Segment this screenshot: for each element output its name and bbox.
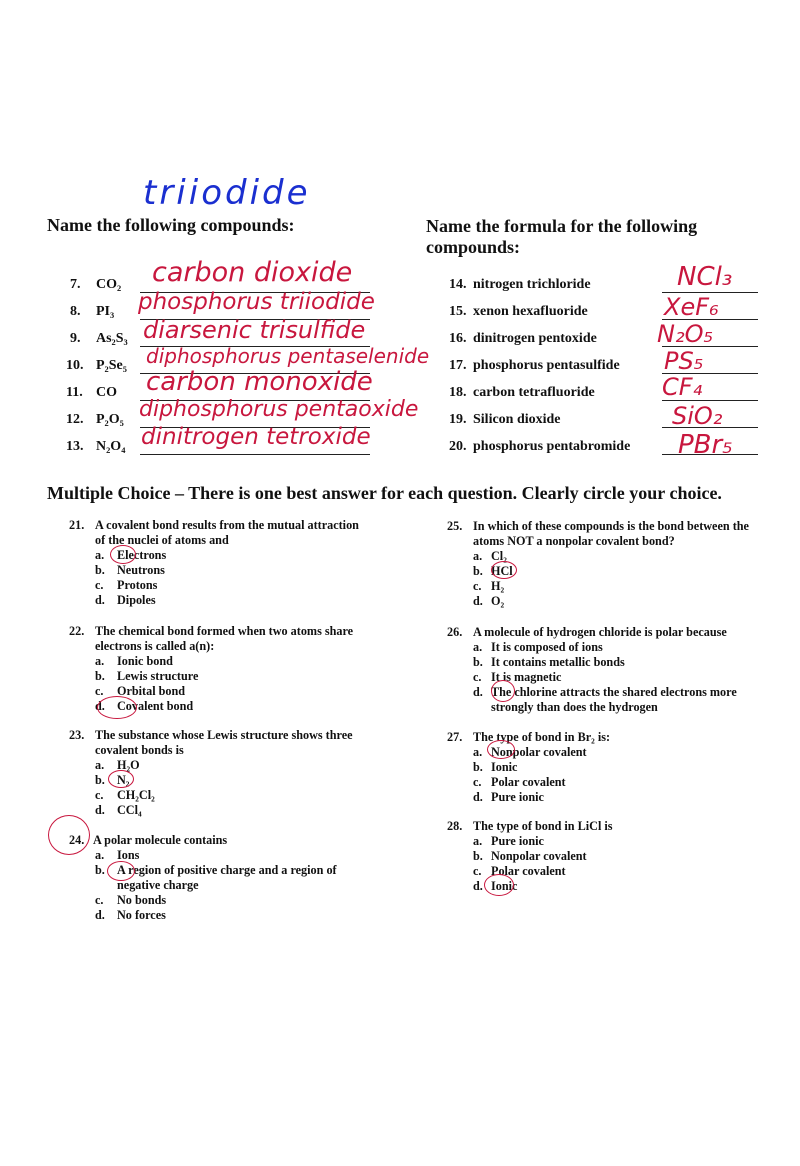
naming-answer: phosphorus triiodide [138, 289, 375, 315]
option[interactable] [447, 655, 767, 670]
option[interactable] [447, 594, 767, 609]
formula-answer: NCl₃ [677, 262, 733, 292]
multiple-choice-title: Multiple Choice – There is one best answer for each question. Clearly circle your choice. [47, 483, 722, 503]
naming-number: 10. [66, 358, 84, 373]
formula-number: 19. [449, 412, 467, 427]
option-text: Polar covalent [491, 775, 566, 789]
option-letter: b. [95, 563, 105, 577]
formula-answer: CF₄ [662, 373, 703, 401]
option-letter: c. [95, 893, 104, 907]
option-text: O₂ [491, 594, 505, 608]
option-letter: b. [473, 564, 483, 578]
left-heading: Name the following compounds: [47, 215, 295, 235]
option[interactable] [447, 760, 767, 775]
question-text: The substance whose Lewis structure shows three covalent bonds is [95, 728, 353, 757]
question-stem [447, 625, 767, 640]
option-letter: d. [473, 879, 483, 893]
formula-name: phosphorus pentasulfide [473, 358, 620, 373]
question-21 [69, 518, 369, 608]
option[interactable] [447, 834, 767, 849]
formula-number: 17. [449, 358, 467, 373]
option-letter: a. [95, 654, 105, 668]
option-text: The chlorine attracts the shared electrons more strongly than does the hydrogen [491, 685, 737, 714]
naming-number: 12. [66, 412, 84, 427]
naming-formula: CO₂ [96, 277, 122, 292]
option[interactable] [447, 640, 767, 655]
option-letter: c. [473, 670, 482, 684]
option-letter: d. [95, 803, 105, 817]
option-text: Ionic [491, 879, 518, 893]
option-text: Polar covalent [491, 864, 566, 878]
option-text: H₂O [117, 758, 140, 772]
formula-name: carbon tetrafluoride [473, 385, 595, 400]
naming-answer: dinitrogen tetroxide [141, 424, 371, 450]
answer-circle [108, 770, 134, 788]
answer-circle [484, 874, 514, 896]
formula-name: nitrogen trichloride [473, 277, 591, 292]
option-letter: c. [473, 775, 482, 789]
option-letter: b. [473, 849, 483, 863]
answer-circle [487, 740, 515, 759]
option-letter: c. [473, 579, 482, 593]
formula-number: 16. [449, 331, 467, 346]
formula-answer: SiO₂ [672, 402, 723, 430]
option-letter: c. [95, 578, 104, 592]
formula-name: xenon hexafluoride [473, 304, 588, 319]
option[interactable] [69, 893, 379, 908]
formula-answer: PBr₅ [678, 430, 733, 460]
naming-formula: As₂S₃ [96, 331, 128, 346]
option-text: Nonpolar covalent [491, 745, 587, 759]
option-text: Orbital bond [117, 684, 186, 698]
option-text: Electrons [117, 548, 167, 562]
question-number: 25. [447, 519, 463, 533]
question-text: The chemical bond formed when two atoms share electrons is called a(n): [95, 624, 354, 653]
blue-handwritten-note: triiodide [143, 173, 311, 213]
option-letter: c. [473, 864, 482, 878]
option[interactable] [447, 579, 767, 594]
option-letter: d. [95, 908, 105, 922]
option-text: H₂ [491, 579, 505, 593]
option-letter: b. [95, 863, 105, 877]
naming-number: 13. [66, 439, 84, 454]
option-text: Pure ionic [491, 834, 544, 848]
formula-answer: XeF₆ [664, 293, 719, 321]
option-text: HCl [491, 564, 513, 578]
answer-circle [491, 561, 517, 579]
question-text: A polar molecule contains [93, 833, 228, 847]
question-number-circle [48, 815, 90, 855]
option-letter: b. [473, 760, 483, 774]
option[interactable] [69, 578, 369, 593]
answer-line [662, 427, 758, 428]
option-text: Dipoles [117, 593, 156, 607]
question-number: 21. [69, 518, 85, 532]
question-text: A molecule of hydrogen chloride is polar because [473, 625, 727, 639]
option-letter: a. [473, 745, 483, 759]
option[interactable] [69, 563, 369, 578]
option-text: CH₂Cl₂ [117, 788, 155, 802]
option-text: Ionic bond [117, 654, 173, 668]
naming-answer: diarsenic trisulfide [143, 316, 366, 344]
formula-name: phosphorus pentabromide [473, 439, 631, 454]
option-text: Cl₂ [491, 549, 507, 563]
question-number: 22. [69, 624, 85, 638]
option-letter: a. [95, 548, 105, 562]
option-text: No forces [117, 908, 166, 922]
question-text: A covalent bond results from the mutual attraction of the nuclei of atoms and [95, 518, 359, 547]
option-text: Ions [117, 848, 140, 862]
naming-number: 9. [70, 331, 81, 346]
option-letter: a. [473, 640, 483, 654]
naming-formula: PI₃ [96, 304, 115, 319]
option[interactable] [69, 593, 369, 608]
option-letter: d. [95, 699, 105, 713]
formula-name: Silicon dioxide [473, 412, 561, 427]
option-text: It is composed of ions [491, 640, 603, 654]
option[interactable] [447, 849, 767, 864]
option[interactable] [69, 788, 379, 803]
option-text: N₂ [117, 773, 130, 787]
naming-answer: carbon monoxide [146, 367, 373, 397]
answer-line [140, 454, 370, 455]
option-letter: c. [95, 684, 104, 698]
naming-formula: CO [96, 385, 117, 400]
question-text: The type of bond in LiCl is [473, 819, 613, 833]
option[interactable] [447, 549, 767, 564]
question-number: 27. [447, 730, 463, 744]
option-letter: d. [95, 593, 105, 607]
formula-answer: PS₅ [664, 347, 704, 375]
naming-number: 7. [70, 277, 81, 292]
question-stem [447, 819, 767, 834]
formula-number: 20. [449, 439, 467, 454]
option-text: Lewis structure [117, 669, 199, 683]
option-text: Ionic [491, 760, 518, 774]
answer-line [662, 454, 758, 455]
naming-answer: carbon dioxide [152, 257, 353, 288]
question-26 [447, 625, 767, 715]
formula-number: 18. [449, 385, 467, 400]
right-heading: Name the formula for the following compounds: [426, 216, 698, 257]
option[interactable] [69, 654, 379, 669]
formula-number: 14. [449, 277, 467, 292]
answer-circle [491, 680, 515, 702]
formula-number: 15. [449, 304, 467, 319]
naming-formula: N₂O₄ [96, 439, 126, 454]
option-text: Covalent bond [117, 699, 194, 713]
answer-circle [110, 545, 136, 564]
formula-answer: N₂O₅ [657, 320, 714, 348]
question-text: The type of bond in Br₂ is: [473, 730, 611, 744]
option-letter: b. [95, 669, 105, 683]
option-letter: d. [473, 594, 483, 608]
naming-number: 8. [70, 304, 81, 319]
option[interactable] [447, 790, 767, 805]
option-text: Nonpolar covalent [491, 849, 587, 863]
option-letter: d. [473, 685, 483, 699]
question-stem [69, 728, 379, 758]
naming-formula: P₂O₅ [96, 412, 124, 427]
naming-formula: P₂Se₅ [96, 358, 127, 373]
option-letter: a. [95, 758, 105, 772]
option-text: It is magnetic [491, 670, 562, 684]
option[interactable] [69, 908, 379, 923]
question-stem [69, 624, 379, 654]
option-letter: b. [95, 773, 105, 787]
question-number: 23. [69, 728, 85, 742]
question-number: 24. [69, 833, 85, 847]
question-number: 28. [447, 819, 463, 833]
option[interactable] [447, 775, 767, 790]
option-text: A region of positive charge and a region of negative charge [117, 863, 337, 892]
answer-circle [97, 696, 137, 719]
option-letter: c. [95, 788, 104, 802]
option-letter: b. [473, 655, 483, 669]
option-text: Neutrons [117, 563, 165, 577]
answer-line [662, 400, 758, 401]
option[interactable] [69, 669, 379, 684]
naming-answer: diphosphorus pentaoxide [139, 397, 419, 422]
option-text: Protons [117, 578, 158, 592]
naming-number: 11. [66, 385, 83, 400]
option-text: CCl₄ [117, 803, 142, 817]
question-number: 26. [447, 625, 463, 639]
question-text: In which of these compounds is the bond between the atoms NOT a nonpolar covalent bond? [473, 519, 749, 548]
option-letter: a. [473, 834, 483, 848]
option-text: It contains metallic bonds [491, 655, 625, 669]
answer-circle [107, 861, 135, 881]
option-text: No bonds [117, 893, 167, 907]
option-text: Pure ionic [491, 790, 544, 804]
option-letter: a. [473, 549, 483, 563]
option-letter: d. [473, 790, 483, 804]
formula-name: dinitrogen pentoxide [473, 331, 597, 346]
question-stem [447, 519, 767, 549]
option[interactable] [69, 803, 379, 818]
option-letter: a. [95, 848, 105, 862]
naming-answer: diphosphorus pentaselenide [146, 344, 430, 368]
question-stem [69, 518, 369, 548]
question-stem [69, 833, 379, 848]
